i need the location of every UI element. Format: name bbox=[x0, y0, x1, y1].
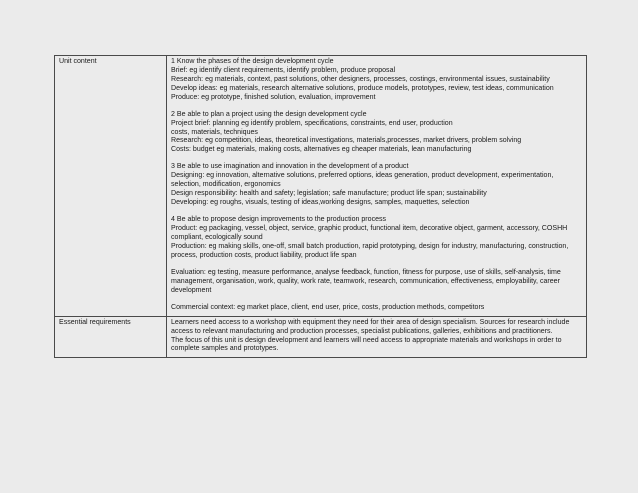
content-section-evaluation bbox=[171, 269, 582, 296]
content-line: Developing: eg roughs, visuals, testing of ideas,working designs, samples, maquettes, selection bbox=[171, 199, 470, 207]
content-line: Research: eg competition, ideas, theoretical investigations, materials,processes, market drivers, problem solving bbox=[171, 137, 522, 145]
content-line: Evaluation: eg testing, measure performance, analyse feedback, function, fitness for purpose, use of skills, self-analysis, time management, organisation, work, quality, work rate, teamwork, research, communication, effectiveness, employability, career development bbox=[171, 268, 561, 294]
content-line: Production: eg making skills, one-off, small batch production, rapid prototyping, design for industry, manufacturing, construction, process, production costs, product liability, product life span bbox=[171, 242, 569, 259]
content-line: Project brief: planning eg identify problem, specifications, constraints, end user, production bbox=[171, 119, 453, 127]
content-line: 2 Be able to plan a project using the design development cycle bbox=[171, 110, 367, 118]
unit-specification-table bbox=[54, 55, 587, 358]
content-line: Costs: budget eg materials, making costs, alternatives eg cheaper materials, lean manufacturing bbox=[171, 146, 472, 154]
content-section-commercial bbox=[171, 304, 582, 313]
content-section-2 bbox=[171, 111, 582, 156]
content-line: 1 Know the phases of the design development cycle bbox=[171, 58, 334, 65]
content-line: Commercial context: eg market place, client, end user, price, costs, production methods, competitors bbox=[171, 303, 485, 311]
table-row-essential-requirements bbox=[55, 316, 587, 358]
requirements-section bbox=[171, 319, 582, 355]
row-content-cell bbox=[167, 316, 587, 358]
content-section-1 bbox=[171, 58, 582, 103]
content-line: Design responsibility: health and safety; legislation; safe manufacture; product life span; sustainability bbox=[171, 190, 487, 198]
content-line: costs, materials, techniques bbox=[171, 128, 258, 136]
content-line: 3 Be able to use imagination and innovation in the development of a product bbox=[171, 163, 409, 171]
row-label: Essential requirements bbox=[59, 318, 131, 326]
row-content-cell bbox=[167, 56, 587, 317]
content-line: Product: eg packaging, vessel, object, service, graphic product, functional item, decorative object, garment, accessory, COSHH compliant, ecologically sound bbox=[171, 225, 568, 241]
content-line: 4 Be able to propose design improvements to the production process bbox=[171, 216, 387, 224]
row-label-cell bbox=[55, 56, 167, 317]
row-label-cell bbox=[55, 316, 167, 358]
content-line: Produce: eg prototype, finished solution, evaluation, improvement bbox=[171, 93, 376, 101]
content-line: The focus of this unit is design development and learners will need access to appropriate materials and workshops in order to complete samples and prototypes. bbox=[171, 336, 562, 353]
table-row-unit-content bbox=[55, 56, 587, 317]
content-section-3 bbox=[171, 163, 582, 208]
content-line: Designing: eg innovation, alternative solutions, preferred options, ideas generation, product development, experimentation, selection, modification, ergonomics bbox=[171, 172, 554, 189]
content-line: Learners need access to a workshop with equipment they need for their area of design specialism. Sources for research include access to relevant manufacturing and production processes, specialist publications, galleries, exhibitions and practitioners. bbox=[171, 318, 570, 335]
content-line: Brief: eg identify client requirements, identify problem, produce proposal bbox=[171, 66, 396, 74]
content-line: Research: eg materials, context, past solutions, other designers, processes, costings, environmental issues, sustainability bbox=[171, 75, 550, 83]
content-section-4 bbox=[171, 216, 582, 261]
content-line: Develop ideas: eg materials, research alternative solutions, produce models, prototypes, review, test ideas, communication bbox=[171, 84, 554, 92]
row-label: Unit content bbox=[59, 58, 97, 65]
